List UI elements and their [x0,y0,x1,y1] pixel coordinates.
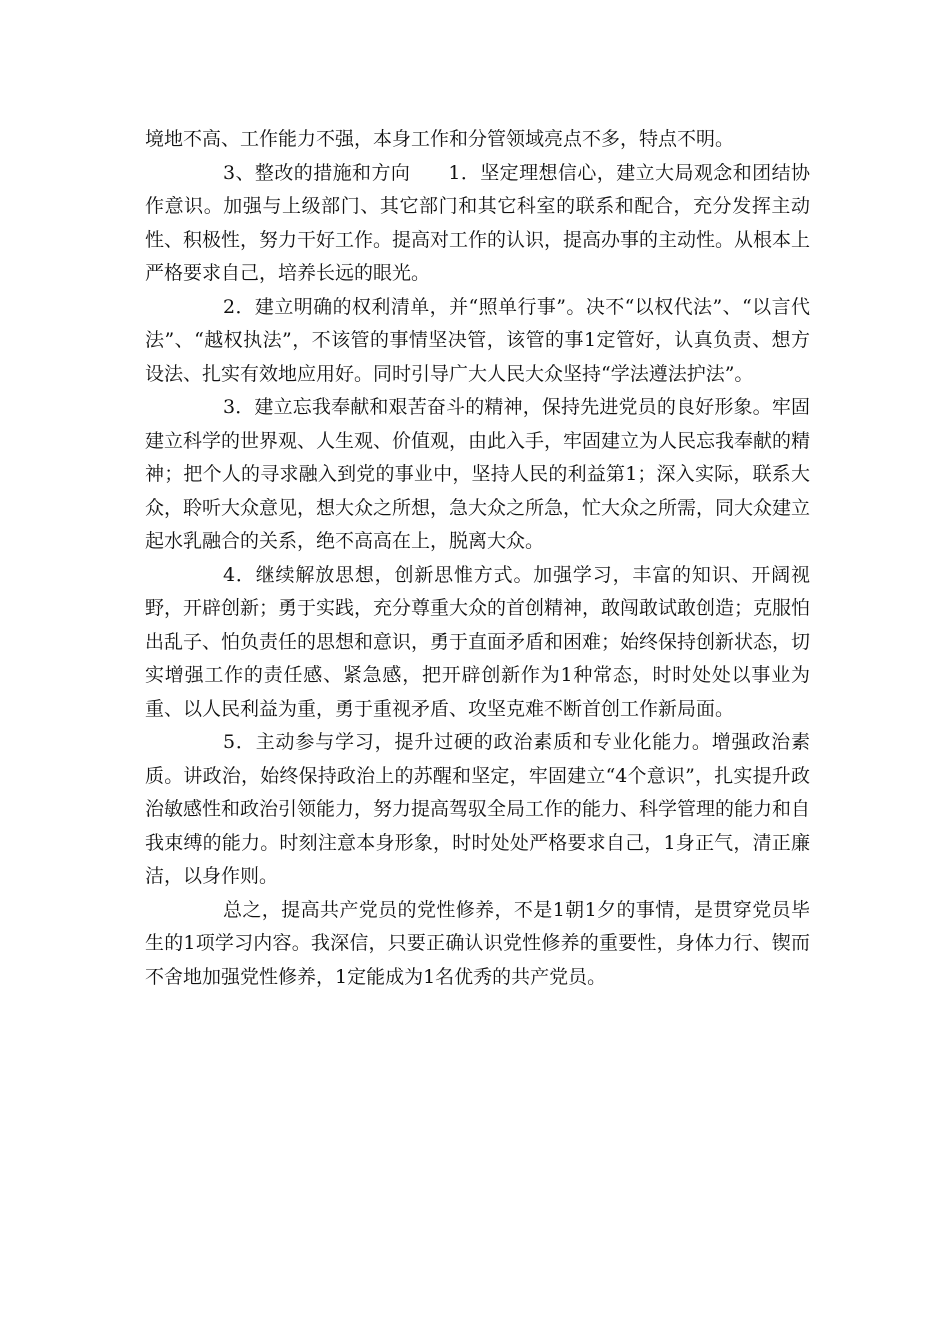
paragraph-continuation: 境地不高、工作能力不强，本身工作和分管领域亮点不多，特点不明。 [145,128,735,150]
paragraph-item-5: 5．主动参与学习，提升过硬的政治素质和专业化能力。增强政治素质。讲政治，始终保持政治上的苏醒和坚定，牢固建立“4个意识”，扎实提升政治敏感性和政治引领能力，努力提高驾驭全局工作的能力、科学管理的能力和自我束缚的能力。时刻注意本身形象，时时处处严格要求自己，1身正气，清正廉洁，以身作则。 [145,731,811,887]
section-heading: 3、整改的措施和方向 [223,161,411,184]
paragraph-measures [145,157,810,291]
paragraph-conclusion: 总之，提高共产党员的党性修养，不是1朝1夕的事情，是贯穿党员毕生的1项学习内容。我深信，只要正确认识党性修养的重要性，身体力行、锲而不舍地加强党性修养，1定能成为1名优秀的共产党员。 [145,898,810,988]
paragraph-item-3: 3．建立忘我奉献和艰苦奋斗的精神，保持先进党员的良好形象。牢固建立科学的世界观、人生观、价值观，由此入手，牢固建立为人民忘我奉献的精神；把个人的寻求融入到党的事业中，坚持人民的利益第1；深入实际，联系大众，聆听大众意见，想大众之所想，急大众之所急，忙大众之所需，同大众建立起水乳融合的关系，绝不高高在上，脱离大众。 [145,396,811,552]
paragraph-item-4: 4．继续解放思想，创新思惟方式。加强学习，丰富的知识、开阔视野，开辟创新；勇于实践，充分尊重大众的首创精神，敢闯敢试敢创造；克服怕出乱子、怕负责任的思想和意识，勇于直面矛盾和困难；始终保持创新状态，切实增强工作的责任感、紧急感，把开辟创新作为1种常态，时时处处以事业为重、以人民利益为重，勇于重视矛盾、攻坚克难不断首创工作新局面。 [145,563,811,720]
paragraph-measures-body: 1．坚定理想信心，建立大局观念和团结协作意识。加强与上级部门、其它部门和其它科室的联系和配合，充分发挥主动性、积极性，努力干好工作。提高对工作的认识，提高办事的主动性。从根本上严格要求自己，培养长远的眼光。 [145,161,811,284]
document-body [145,123,810,994]
paragraph-item-2: 2．建立明确的权利清单，并“照单行事”。决不“以权代法”、“以言代法”、“越权执法”，不该管的事情坚决管，该管的事1定管好，认真负责、想方设法、扎实有效地应用好。同时引导广大人民大众坚持“学法遵法护法”。 [145,295,810,385]
